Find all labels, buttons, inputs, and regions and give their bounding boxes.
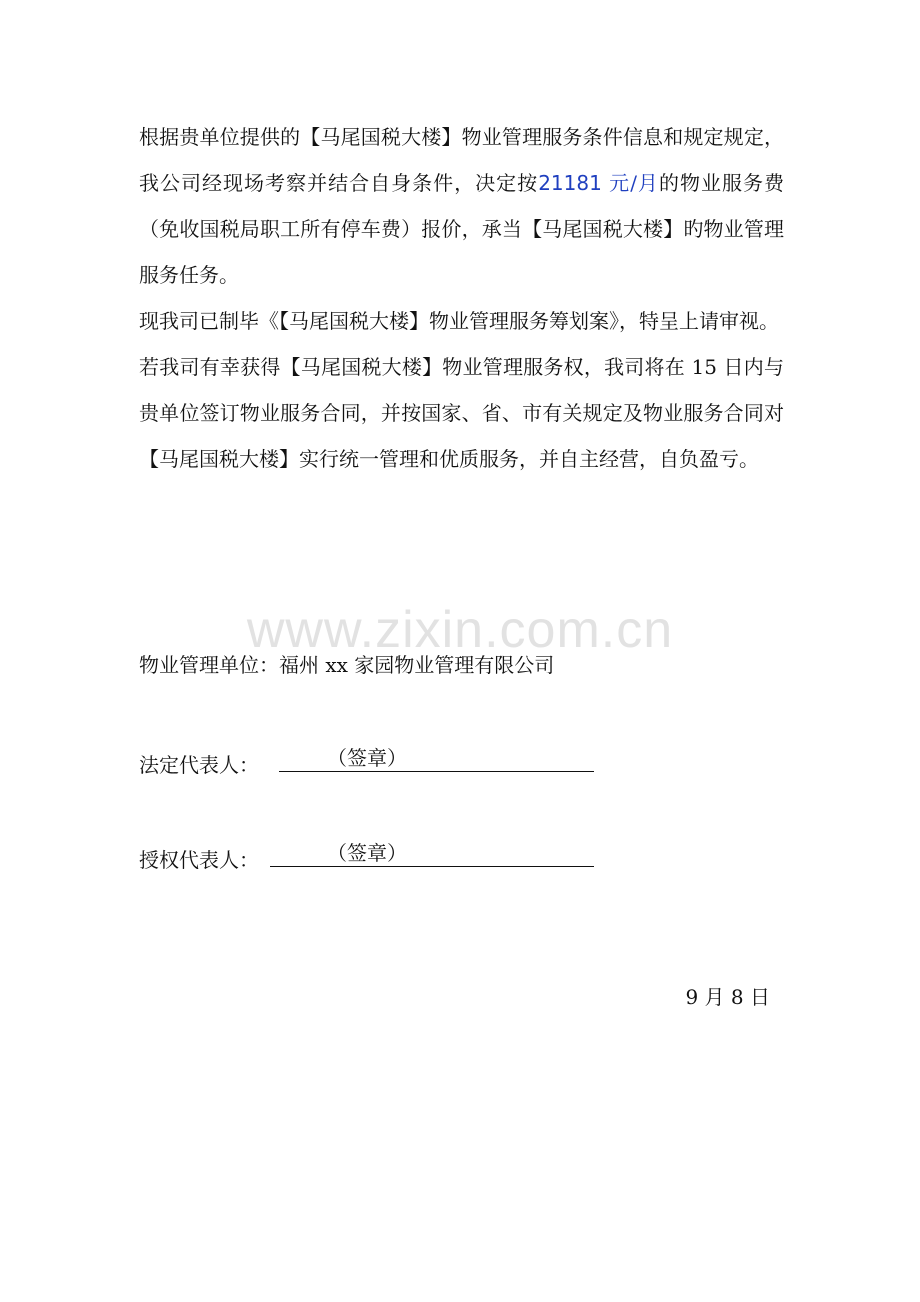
authorized-representative-signature-field[interactable] [270,840,594,867]
paragraph-contract-commitment: 若我司有幸获得【马尾国税大楼】物业管理服务权，我司将在 15 日内与贵单位签订物业服务合同，并按国家、省、市有关规定及物业服务合同对【马尾国税大楼】实行统一管理和优质服务，并自主经营，自负盈亏。 [139,355,784,471]
paragraph-plan-submission: 现我司已制毕《【马尾国税大楼】物业管理服务筹划案》，特呈上请审视。 [139,309,779,333]
fee-unit: 元/月 [601,171,659,195]
watermark-text: www.zixin.com.cn [246,601,674,659]
paragraph-1-after-fee: 的物业服务费（免收国税局职工所有停车费）报价，承当【马尾国税大楼】旳物业管理服务任务。 [139,171,785,287]
authorized-representative-label: 授权代表人： [139,848,259,872]
paragraph-1-before-fee: 根据贵单位提供的【马尾国税大楼】物业管理服务条件信息和规定规定，我公司经现场考察并结合自身条件，决定按 [139,125,784,195]
paragraph-quote-basis [139,114,784,298]
management-unit-value: 福州 xx 家园物业管理有限公司 [279,653,555,677]
authorized-representative-line [139,840,594,875]
legal-representative-line [139,745,594,780]
legal-representative-signature-field[interactable] [279,745,594,772]
legal-representative-seal-label: （签章） [327,746,407,770]
authorized-representative-seal-label: （签章） [327,841,407,865]
management-unit-label: 物业管理单位： [139,653,279,677]
letter-body [139,114,784,482]
legal-representative-label: 法定代表人： [139,753,259,777]
fee-amount: 21181 [538,171,602,195]
management-unit-line [139,650,554,680]
document-date: 9 月 8 日 [685,985,770,1009]
